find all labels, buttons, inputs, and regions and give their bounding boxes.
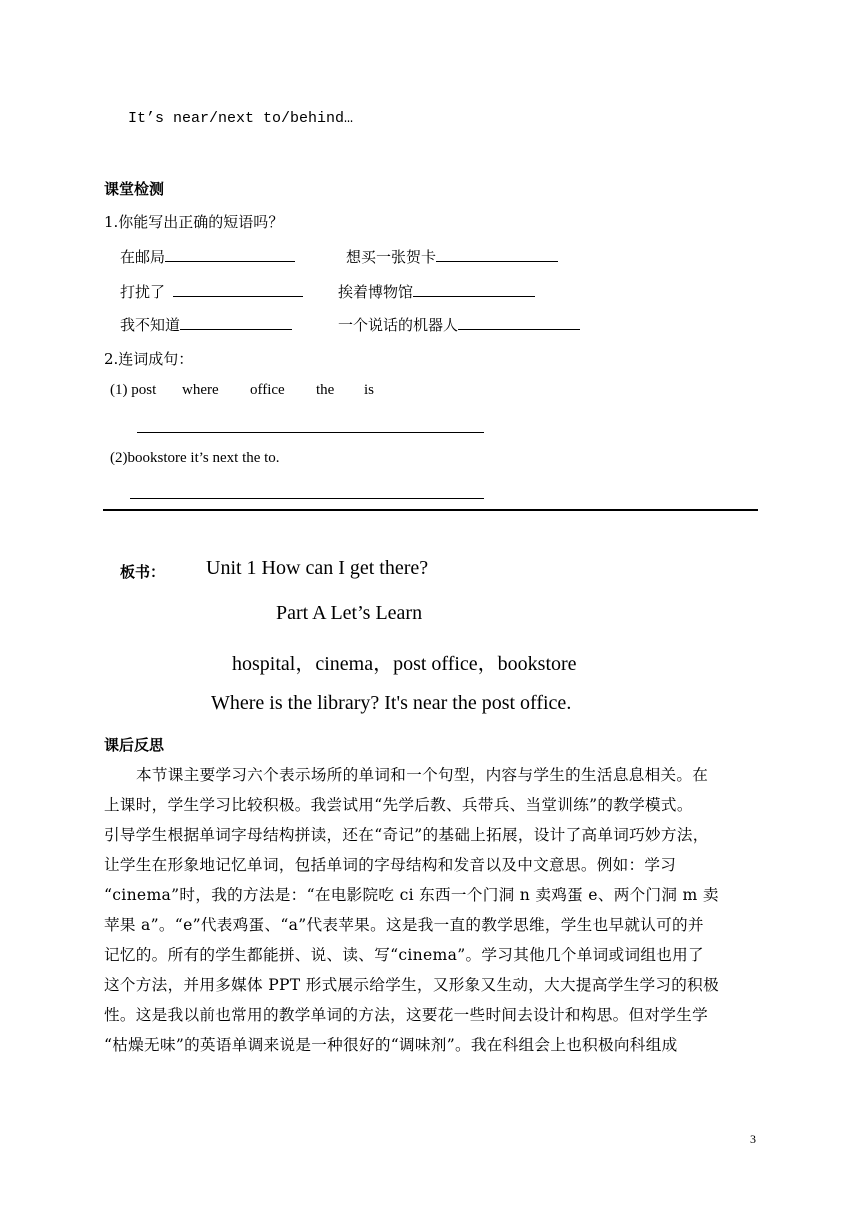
paragraph-line: “枯燥无味”的英语单调来说是一种很好的“调味剂”。我在科组会上也积极向科组成 [104,1036,678,1054]
answer-line[interactable] [137,432,484,433]
sentence-pattern-line: It’s near/next to/behind… [128,110,354,127]
word: (1) post [110,382,157,398]
paragraph-line: 苹果 a”。“e”代表鸡蛋、“a”代表苹果。这是我一直的教学思维，学生也早就认可的并 [104,916,704,934]
section-title-reflection: 课后反思 [104,736,165,754]
question-2-prompt: 2.连词成句： [104,350,194,368]
answer-blank[interactable] [180,315,292,330]
phrase-text: 想买一张贺卡 [346,248,437,266]
page-number: 3 [750,1132,756,1146]
board-label: 板书： [120,563,166,581]
word: is [364,382,375,398]
paragraph-line: 引导学生根据单词字母结构拼读，还在“奇记”的基础上拓展，设计了高单词巧妙方法， [104,826,709,844]
answer-line[interactable] [130,498,484,499]
section-title-class-test: 课堂检测 [104,180,165,198]
paragraph-line: 让学生在形象地记忆单词，包括单词的字母结构和发音以及中文意思。例如：学习 [104,856,677,874]
board-sentence: Where is the library? It's near the post office. [211,692,572,714]
section-divider [103,509,758,511]
phrase-text: 挨着博物馆 [338,283,414,301]
board-vocabulary: hospital，cinema，post office，bookstore [232,653,577,675]
word: where [182,382,219,398]
paragraph-line: 上课时，学生学习比较积极。我尝试用“先学后教、兵带兵、当堂训练”的教学模式。 [104,796,693,814]
phrase-text: 我不知道 [120,316,181,334]
board-unit-title: Unit 1 How can I get there? [206,557,429,579]
answer-blank[interactable] [413,282,535,297]
phrase-text: 一个说话的机器人 [338,316,459,334]
paragraph-line: 本节课主要学习六个表示场所的单词和一个句型，内容与学生的生活息息相关。在 [136,766,709,784]
phrase-text: 打扰了 [120,283,166,301]
phrase-item [338,314,580,335]
phrase-item [120,314,292,335]
paragraph-line: 这个方法，并用多媒体 PPT 形式展示给学生，又形象又生动，大大提高学生学习的积极 [104,976,719,994]
answer-blank[interactable] [173,282,303,297]
paragraph-line: 性。这是我以前也常用的教学单词的方法，这要花一些时间去设计和构思。但对学生学 [104,1006,708,1024]
phrase-item [338,281,535,302]
scrambled-sentence-2: (2)bookstore it’s next the to. [110,450,280,466]
answer-blank[interactable] [458,315,580,330]
phrase-item [120,246,295,267]
answer-blank[interactable] [436,247,558,262]
scrambled-sentence-1 [110,382,156,399]
phrase-item [120,281,303,302]
phrase-text: 在邮局 [120,248,166,266]
board-part-title: Part A Let’s Learn [276,602,423,624]
question-1-prompt: 1.你能写出正确的短语吗？ [104,213,284,231]
paragraph-line: 记忆的。所有的学生都能拼、说、读、写“cinema”。学习其他几个单词或词组也用了 [104,946,704,964]
phrase-item [346,246,558,267]
paragraph-line: “cinema”时，我的方法是：“在电影院吃 ci 东西一个门洞 n 卖鸡蛋 e、两个门洞 m 卖 [104,886,719,904]
word: the [316,382,335,398]
word: office [250,382,285,398]
answer-blank[interactable] [165,247,295,262]
